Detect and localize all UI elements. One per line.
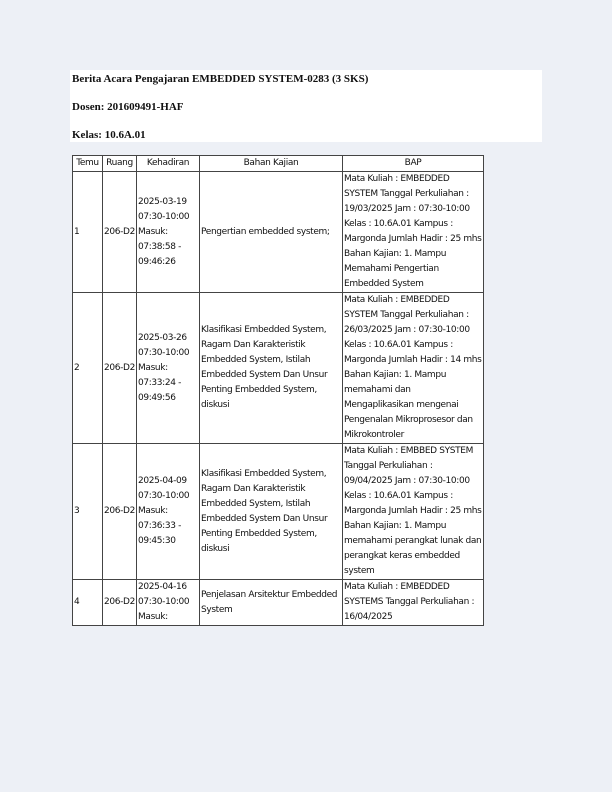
kelas-label: Kelas: 10.6A.01 [72,129,146,141]
table-row [73,172,484,293]
table-row [73,444,484,580]
cell-bahan-kajian: Klasifikasi Embedded System, Ragam Dan Karakteristik Embedded System, Istilah Embedded System Dan Unsur Penting Embedded System, diskusi [200,444,343,580]
cell-ruang: 206-D2 [103,172,137,293]
cell-kehadiran: 2025-03-19 07:30-10:00 Masuk: 07:38:58 - 09:46:26 [137,172,200,293]
table-row [73,580,484,626]
table-row [73,293,484,444]
cell-bahan-kajian: Klasifikasi Embedded System, Ragam Dan Karakteristik Embedded System, Istilah Embedded System Dan Unsur Penting Embedded System, diskusi [200,293,343,444]
page-bottom-margin [0,708,612,792]
header-bap: BAP [343,156,484,172]
header-temu: Temu [73,156,103,172]
cell-kehadiran: 2025-04-16 07:30-10:00 Masuk: [137,580,200,626]
cell-kehadiran: 2025-03-26 07:30-10:00 Masuk: 07:33:24 - 09:49:56 [137,293,200,444]
cell-bahan-kajian: Penjelasan Arsitektur Embedded System [200,580,343,626]
cell-temu: 4 [73,580,103,626]
cell-bap: Mata Kuliah : EMBEDDED SYSTEMS Tanggal Perkuliahan : 16/04/2025 [343,580,484,626]
cell-bahan-kajian: Pengertian embedded system; [200,172,343,293]
dosen-label: Dosen: 201609491-HAF [72,101,184,113]
header-kehadiran: Kehadiran [137,156,200,172]
bap-table [72,155,484,626]
table-header-row [73,156,484,172]
document-header [70,70,542,142]
cell-ruang: 206-D2 [103,293,137,444]
header-bahan-kajian: Bahan Kajian [200,156,343,172]
cell-kehadiran: 2025-04-09 07:30-10:00 Masuk: 07:36:33 - 09:45:30 [137,444,200,580]
document-title: Berita Acara Pengajaran EMBEDDED SYSTEM-0283 (3 SKS) [72,73,369,85]
cell-temu: 3 [73,444,103,580]
cell-bap: Mata Kuliah : EMBEDDED SYSTEM Tanggal Perkuliahan : 26/03/2025 Jam : 07:30-10:00 Kelas : 10.6A.01 Kampus : Margonda Jumlah Hadir : 14 mhs Bahan Kajian: 1. Mampu memahami dan Mengaplikasikan mengenai Pengenalan Mikroprosesor dan Mikrokontroler [343,293,484,444]
cell-temu: 1 [73,172,103,293]
cell-temu: 2 [73,293,103,444]
cell-ruang: 206-D2 [103,580,137,626]
header-ruang: Ruang [103,156,137,172]
cell-bap: Mata Kuliah : EMBEDDED SYSTEM Tanggal Perkuliahan : 19/03/2025 Jam : 07:30-10:00 Kelas : 10.6A.01 Kampus : Margonda Jumlah Hadir : 25 mhs Bahan Kajian: 1. Mampu Memahami Pengertian Embedded System [343,172,484,293]
cell-ruang: 206-D2 [103,444,137,580]
cell-bap: Mata Kuliah : EMBBED SYSTEM Tanggal Perkuliahan : 09/04/2025 Jam : 07:30-10:00 Kelas : 10.6A.01 Kampus : Margonda Jumlah Hadir : 25 mhs Bahan Kajian: 1. Mampu memahami perangkat lunak dan perangkat keras embedded system [343,444,484,580]
